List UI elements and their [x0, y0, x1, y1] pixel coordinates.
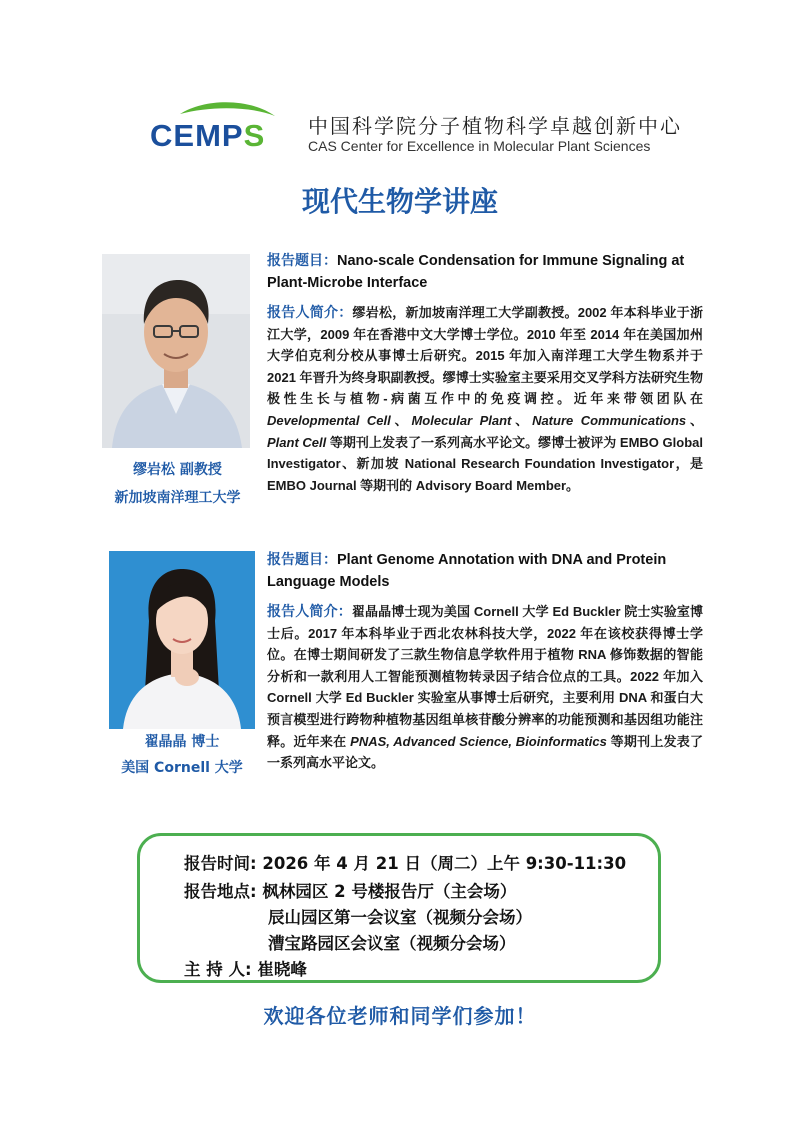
- event-location-row: [184, 878, 516, 902]
- bio-text: 缪岩松，新加坡南洋理工大学副教授。2002 年本科毕业于浙江大学，2009 年在香港中文大学博士学位。2010 年至 2014 年在美国加州大学伯克利分校从事博士后研究。2015 年加入南洋理工大学生物系并于 2021 年晋升为终身职副教授。缪博士实验室主要采用交叉学科方法研究生物极性生长与植物-病菌互作中的免疫调控。近年来带领团队在: [267, 305, 703, 407]
- separator: 、: [390, 412, 412, 428]
- speaker-1-content: [267, 249, 703, 496]
- welcome-message: 欢迎各位老师和同学们参加！: [263, 1004, 537, 1028]
- location-secondary-2: 漕宝路园区会议室（视频分会场）: [268, 934, 516, 953]
- header: [150, 100, 682, 160]
- journal-name: Molecular Plant: [411, 412, 512, 428]
- topic-text: Plant Genome Annotation with DNA and Protein Language Models: [267, 552, 667, 590]
- speaker-2-photo: [109, 551, 255, 729]
- location-main: 枫林园区 2 号楼报告厅（主会场）: [262, 882, 517, 901]
- event-time-row: [184, 850, 626, 874]
- institution-name-cn: 中国科学院分子植物科学卓越创新中心: [308, 114, 682, 138]
- journal-name: Plant Cell: [267, 434, 327, 450]
- speaker-2-affiliation: 美国 Cornell 大学: [121, 760, 243, 776]
- bio-text: 等期刊上发表了一系列高水平论文。缪博士被评为 EMBO Global Investigator、新加坡 National Research Foundation Investigator，是 EMBO Journal 等期刊的 Advisory Board Member。: [267, 434, 703, 493]
- topic-label: 报告题目：: [267, 551, 337, 567]
- time-label: 报告时间:: [184, 854, 257, 873]
- location-secondary-1: 辰山园区第一会议室（视频分会场）: [268, 908, 532, 927]
- bio-text: 等期刊上发表了一系列高水平论文。: [267, 733, 703, 771]
- cemps-logo: [150, 100, 290, 156]
- speaker-1-photo: [102, 254, 250, 448]
- separator: 、: [511, 412, 533, 428]
- speaker-1-affiliation: 新加坡南洋理工大学: [114, 490, 241, 506]
- logo-s-letter: S: [243, 118, 266, 153]
- event-info-box: [137, 833, 661, 983]
- speaker-2-content: [267, 548, 703, 774]
- topic-label: 报告题目：: [267, 252, 337, 268]
- speaker-1-name: 缪岩松 副教授: [133, 462, 222, 478]
- journal-name: Nature Communications: [532, 412, 687, 428]
- bio-label: 报告人简介：: [267, 603, 352, 619]
- logo-wordmark: [150, 118, 265, 154]
- logo-main-text: CEMP: [150, 118, 244, 153]
- institution-name-en: CAS Center for Excellence in Molecular Plant Sciences: [308, 138, 651, 154]
- journal-name: Developmental Cell: [267, 412, 391, 428]
- event-host-row: [184, 956, 307, 980]
- host-label: 主 持 人:: [184, 960, 252, 979]
- location-label: 报告地点:: [184, 882, 257, 901]
- speaker-2-topic: [267, 548, 703, 593]
- speaker-2-bio: [267, 601, 703, 774]
- topic-text: Nano-scale Condensation for Immune Signaling at Plant-Microbe Interface: [267, 253, 685, 291]
- separator: 、: [686, 412, 703, 428]
- time-value: 2026 年 4 月 21 日（周二）上午 9:30-11:30: [262, 854, 627, 873]
- bio-text: 翟晶晶博士现为美国 Cornell 大学 Ed Buckler 院士实验室博士后。2017 年本科毕业于西北农林科技大学，2022 年在该校获得博士学位。在博士期间研发了三款生物信息学软件用于植物 RNA 修饰数据的智能分析和一款利用人工智能预测植物转录因子结合位点的工具。2022 年加入 Cornell 大学 Ed Buckler 实验室从事博士后研究，主要利用 DNA 和蛋白大预言模型进行跨物种植物基因组单核苷酸分辨率的功能预测和基因组功能注释。近年来在: [267, 604, 703, 749]
- journal-names: PNAS, Advanced Science, Bioinformatics: [350, 733, 607, 749]
- speaker-2-name: 翟晶晶 博士: [144, 734, 220, 750]
- page-title: 现代生物学讲座: [301, 185, 498, 218]
- speaker-1-topic: [267, 249, 703, 294]
- speaker-1-bio: [267, 302, 703, 496]
- host-value: 崔晓峰: [257, 960, 307, 979]
- bio-label: 报告人简介：: [267, 304, 353, 320]
